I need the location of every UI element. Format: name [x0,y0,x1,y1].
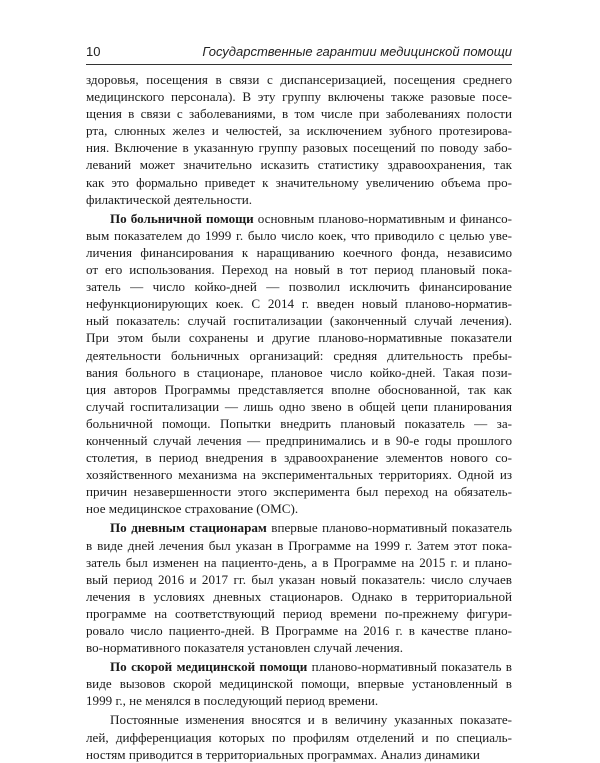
text-line [86,227,512,244]
line-text: от его использования. Переход на новый в тот период плановый пока- [86,262,512,278]
text-line [86,364,512,381]
line-text: впервые планово-нормативный показатель [266,520,512,536]
text-line [86,139,512,156]
line-text: ное медицинское страхование (ОМС). [86,501,299,517]
paragraph-lead: По скорой медицинской помощи [110,659,308,675]
text-line [86,588,512,605]
line-text: как это формально приведет к значительному увеличению объема про- [86,174,512,190]
line-text: лей, дифференциация которых по профилям отделений и по специаль- [86,729,512,745]
line-text: виде вызовов скорой медицинской помощи, впервые установленный в [86,676,512,692]
line-text: вый период 2016 и 2017 гг. был указан новый показатель: число случаев [86,571,512,587]
line-text: леваний может значительно исказить статистику здравоохранения, так [86,157,512,173]
paragraph [86,210,512,518]
line-text: случай госпитализации — лишь одно звено в общей цепи планирования [86,398,512,414]
line-text: программе на соответствующий период времени по-прежнему фигури- [86,605,512,621]
text-line [86,261,512,278]
line-text: конченный случай лечения — предпринимались и в 90-е годы прошлого [86,432,512,448]
text-line [86,432,512,449]
text-line [86,483,512,500]
line-text: лечения в условиях дневных стационаров. Однако в территориальной [86,588,512,604]
page-number: 10 [86,44,101,59]
line-text: ния. Включение в указанную группу разовых посещений по поводу забо- [86,140,512,156]
line-text: больничной помощи. Попытки внедрить плановый показатель — за- [86,415,512,431]
text-line [86,466,512,483]
line-text: планово-нормативный показатель в [307,659,512,675]
paragraph [86,519,512,656]
text-line [86,658,512,675]
paragraph [86,658,512,709]
text-line [86,329,512,346]
line-text: ностям приводится в территориальных программах. Анализ динамики [86,746,480,762]
text-line [86,278,512,295]
line-text: хозяйственного механизма на экспериментальных территориях. Одной из [86,467,512,483]
line-text: ция авторов Программы представляется вполне обоснованной, так как [86,381,512,397]
line-text: причин незавершенности этого эксперимента был переход на обязатель- [86,484,512,500]
text-line [86,554,512,571]
text-line [86,415,512,432]
text-line [86,295,512,312]
text-line [86,105,512,122]
line-text: затель был изменен на пациенто-день, а в Программе на 2015 г. и плано- [86,554,512,570]
text-line [86,88,512,105]
line-text: нефункционирующих коек. С 2014 г. введен новый планово-норматив- [86,296,512,312]
text-line [86,639,512,656]
text-line [86,519,512,536]
text-line [86,347,512,364]
line-text: ный показатель: случай госпитализации (законченный случай лечения). [86,313,512,329]
text-line [86,398,512,415]
page-header [86,44,512,60]
text-line [86,244,512,261]
line-text: столетия, в период внедрения в здравоохранение элементов нового со- [86,450,512,466]
text-line [86,571,512,588]
header-rule [86,64,512,65]
body-text [86,71,512,763]
text-line [86,449,512,466]
line-text: затель — число койко-дней — позволил исключить финансирование [86,279,512,295]
text-line [86,692,512,709]
text-line [86,210,512,227]
line-text: щения в связи с заболеваниями, в том числе при заболеваниях полости [86,106,512,122]
line-text: основным планово-нормативным и финансо- [253,210,512,226]
line-text: рта, слюнных желез и челюстей, за исключением зубного протезирова- [86,123,512,139]
text-line [86,71,512,88]
running-title: Государственные гарантии медицинской помощи [202,44,512,59]
line-text: филактической деятельности. [86,191,253,207]
paragraph [86,711,512,762]
text-line [86,174,512,191]
line-text: Постоянные изменения вносятся и в величину указанных показате- [110,712,512,728]
line-text: личения финансирования к наращиванию коечного фонда, независимо [86,244,512,260]
paragraph-lead: По дневным стационарам [110,520,267,536]
text-line [86,122,512,139]
text-line [86,711,512,728]
text-line [86,156,512,173]
line-text: 1999 г., не менялся в последующий период времени. [86,693,379,709]
text-line [86,381,512,398]
line-text: в виде дней лечения был указан в Программе на 1999 г. Затем этот пока- [86,537,512,553]
line-text: вания больного в стационаре, плановое число койко-дней. Такая пози- [86,364,512,380]
text-line [86,746,512,763]
text-line [86,729,512,746]
line-text: ровало число пациенто-дней. В Программе на 2016 г. в качестве плано- [86,623,512,638]
text-line [86,675,512,692]
line-text: деятельности больничных организаций: средняя длительность пребы- [86,347,512,363]
line-text: во-нормативного показателя установлен случай лечения. [86,640,403,656]
line-text: здоровья, посещения в связи с диспансеризацией, посещения среднего [86,72,512,87]
text-line [86,537,512,554]
text-line [86,622,512,639]
text-line [86,500,512,517]
text-line [86,191,512,208]
line-text: медицинского персонала). В эту группу включены также разовые посе- [86,89,512,105]
paragraph [86,71,512,208]
text-line [86,312,512,329]
line-text: вым показателем до 1999 г. было число коек, что приводило с целью уве- [86,227,512,243]
text-line [86,605,512,622]
paragraph-lead: По больничной помощи [110,210,254,226]
line-text: При этом были сохранены и другие планово-нормативные показатели [86,330,512,346]
